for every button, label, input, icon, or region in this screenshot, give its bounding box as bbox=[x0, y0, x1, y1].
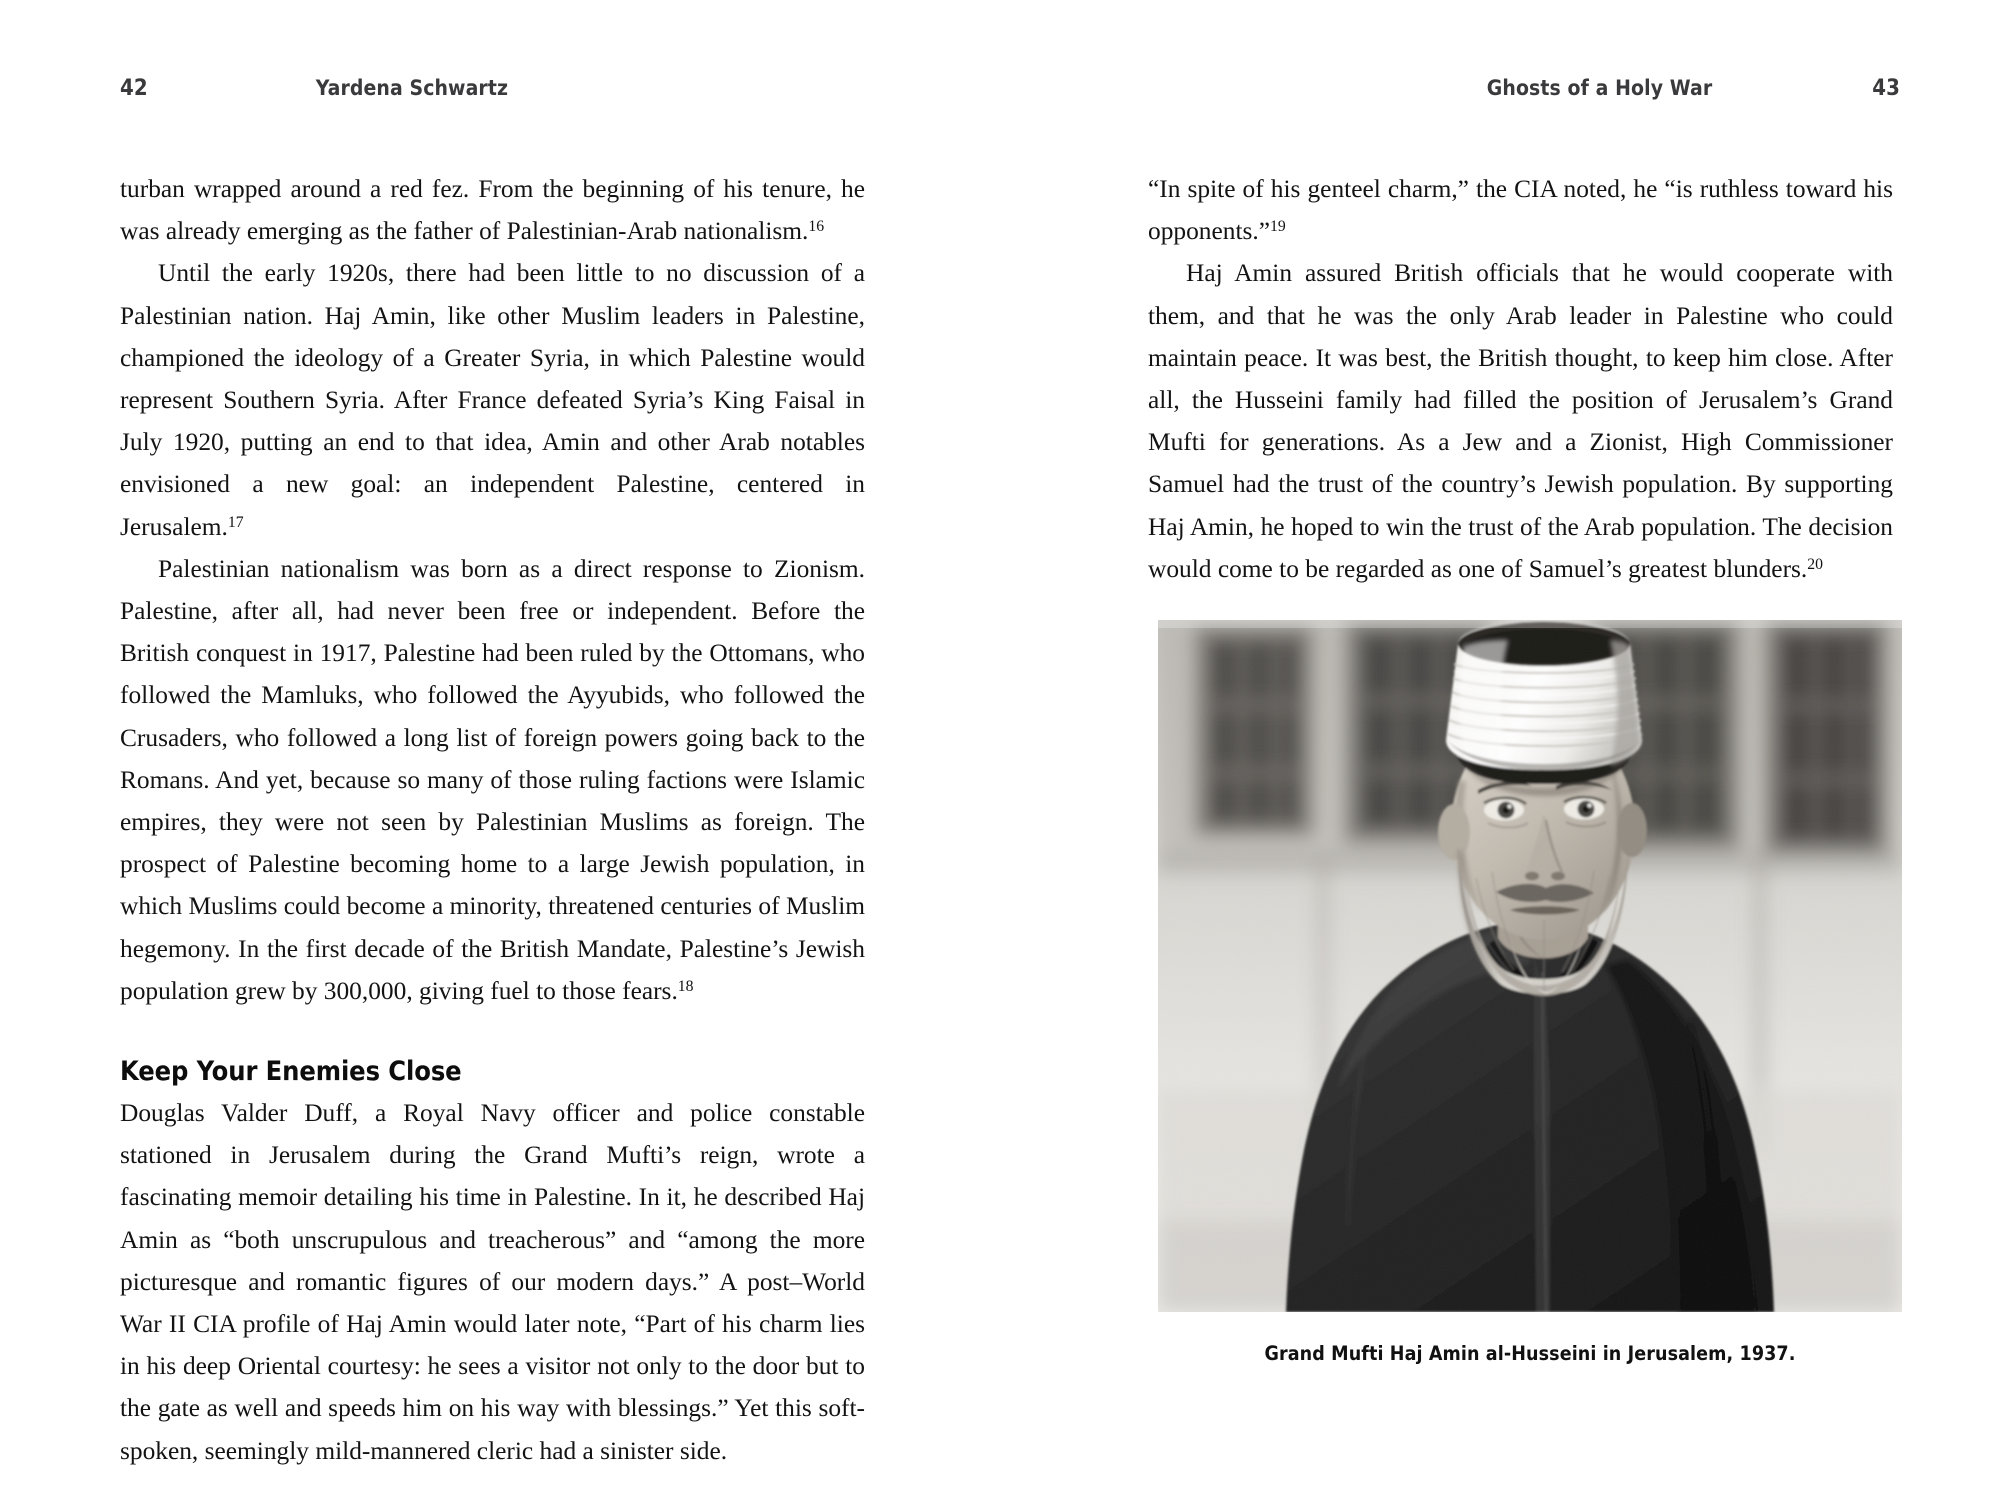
paragraph-text: Douglas Valder Duff, a Royal Navy officer and police constable stationed in Jerusalem during the Grand Mufti’s reign, wrote a fascinating memoir detailing his time in Palestine. In it, he described Haj Amin as “both unscrupulous and treacherous” and “among the more picturesque and romantic figures of our modern days.” A post–World War II CIA profile of Haj Amin would later note, “Part of his charm lies in his deep Oriental courtesy: he sees a visitor not only to the door but to the gate as well and speeds him on his way with blessings.” Yet this soft-spoken, seemingly mild-mannered cleric had a sinister side. bbox=[120, 1099, 865, 1465]
page-number-right: 43 bbox=[1872, 76, 1900, 101]
paragraph-text: turban wrapped around a red fez. From the beginning of his tenure, he was already emerging as the father of Palestinian-Arab nationalism. bbox=[120, 175, 865, 246]
running-head-book-title: Ghosts of a Holy War bbox=[1486, 76, 1713, 100]
running-head-author: Yardena Schwartz bbox=[315, 76, 509, 100]
footnote-marker-16: 16 bbox=[808, 218, 825, 236]
paragraph-text: Palestinian nationalism was born as a direct response to Zionism. Palestine, after all, had never been free or independent. Before the British conquest in 1917, Palestine had been ruled by the Ottomans, who followed the Mamluks, who followed the Ayyubids, who followed the Crusaders, who followed a long list of foreign powers going back to the Romans. And yet, because so many of those ruling factions were Islamic empires, they were not seen by Palestinian Muslims as foreign. The prospect of Palestine becoming home to a large Jewish population, in which Muslims could become a minority, threatened centuries of Muslim hegemony. In the first decade of the British Mandate, Palestine’s Jewish population grew by 300,000, giving fuel to those fears. bbox=[120, 554, 865, 1005]
figure-grand-mufti-portrait bbox=[1158, 620, 1902, 1365]
right-page-text-column bbox=[1148, 168, 1893, 590]
paragraph-haj-amin-assured bbox=[1148, 252, 1893, 590]
paragraph-text: “In spite of his genteel charm,” the CIA noted, he “is ruthless toward his opponents.” bbox=[1148, 175, 1893, 246]
footnote-marker-18: 18 bbox=[677, 977, 694, 995]
figure-caption: Grand Mufti Haj Amin al-Husseini in Jerusalem, 1937. bbox=[1264, 1342, 1796, 1365]
running-head-left bbox=[120, 76, 880, 104]
paragraph-turban-continuation bbox=[120, 168, 865, 252]
paragraph-text: Until the early 1920s, there had been little to no discussion of a Palestinian nation. Haj Amin, like other Muslim leaders in Palestine, championed the ideology of a Greater Syria, in which Palestine would represent Southern Syria. After France defeated Syria’s King Faisal in July 1920, putting an end to that idea, Amin and other Arab notables envisioned a new goal: an independent Palestine, centered in Jerusalem. bbox=[120, 259, 865, 541]
paragraph-early-1920s bbox=[120, 252, 865, 547]
page-number-left: 42 bbox=[120, 76, 148, 101]
paragraph-text: Haj Amin assured British officials that he would cooperate with them, and that he was the only Arab leader in Palestine who could maintain peace. It was best, the British thought, to keep him close. After all, the Husseini family had filled the position of Jerusalem’s Grand Mufti for generations. As a Jew and a Zionist, High Commissioner Samuel had the trust of the country’s Jewish population. By supporting Haj Amin, he hoped to win the trust of the Arab population. The decision would come to be regarded as one of Samuel’s greatest blunders. bbox=[1148, 259, 1893, 583]
running-head-right bbox=[1140, 76, 1900, 104]
paragraph-cia-quote bbox=[1148, 168, 1893, 252]
footnote-marker-19: 19 bbox=[1270, 218, 1286, 236]
footnote-marker-20: 20 bbox=[1807, 555, 1823, 573]
section-heading-keep-your-enemies-close: Keep Your Enemies Close bbox=[120, 1056, 462, 1088]
left-page-text-column bbox=[120, 168, 865, 1472]
paragraph-douglas-valder-duff bbox=[120, 1092, 865, 1472]
photograph-grand-mufti bbox=[1158, 620, 1902, 1312]
footnote-marker-17: 17 bbox=[227, 513, 244, 531]
paragraph-palestinian-nationalism bbox=[120, 548, 865, 1012]
